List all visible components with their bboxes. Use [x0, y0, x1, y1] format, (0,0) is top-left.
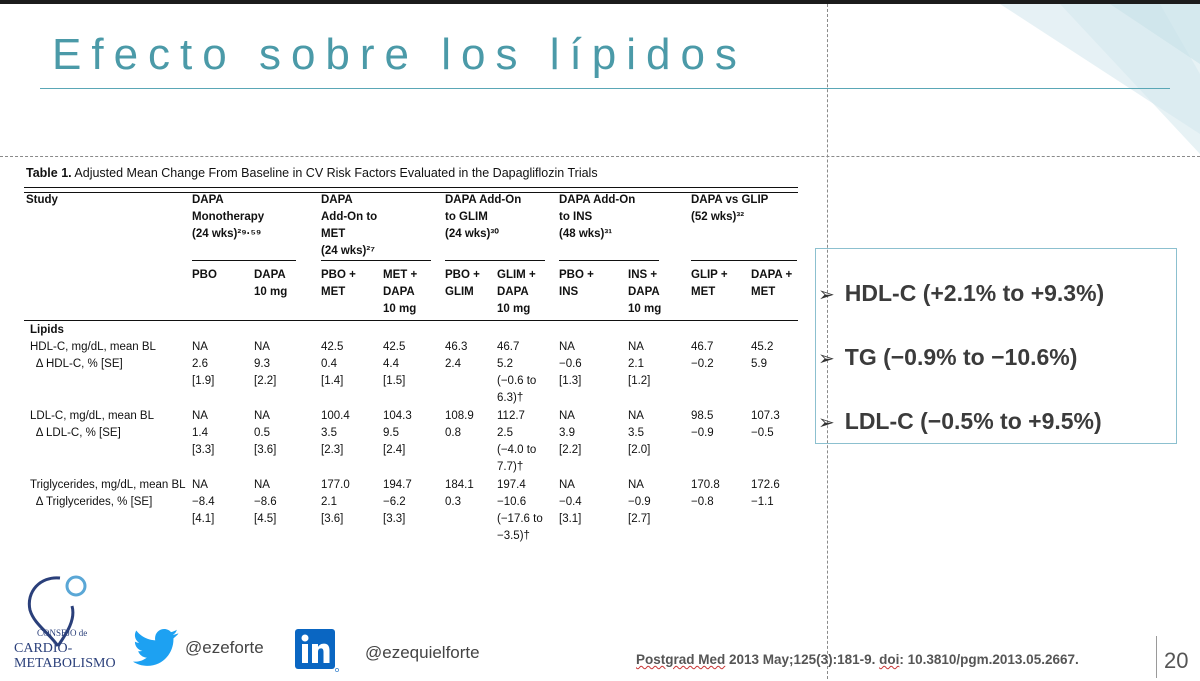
table-cell: 1.4 — [192, 427, 208, 439]
table-cell: 3.9 — [559, 427, 575, 439]
summary-bullet — [818, 408, 1102, 435]
table-cell: 7.7)† — [497, 461, 524, 473]
table-cell: [3.3] — [192, 444, 215, 456]
slide — [0, 4, 1200, 681]
table-cell: NA — [628, 479, 644, 491]
group-header: MET — [321, 228, 346, 240]
table-cell: 5.9 — [751, 358, 767, 370]
table-cell: −10.6 — [497, 496, 527, 508]
linkedin-handle[interactable]: @ezequielforte — [365, 643, 480, 662]
summary-bullet — [818, 280, 1104, 307]
table-cell: [3.1] — [559, 513, 582, 525]
column-header: MET — [751, 286, 776, 298]
column-header: PBO + — [321, 269, 356, 281]
column-header: 10 mg — [628, 303, 662, 315]
table-cell: 2.6 — [192, 358, 208, 370]
table-top-rule — [24, 187, 798, 188]
table-cell: NA — [192, 410, 208, 422]
horizontal-guide-line — [0, 156, 1200, 157]
group-header-rule — [192, 260, 296, 261]
table-cell: 42.5 — [321, 341, 344, 353]
table-cell: 9.3 — [254, 358, 270, 370]
group-header: (48 wks)³¹ — [559, 228, 613, 240]
table-cell: 3.5 — [321, 427, 337, 439]
table-cell: (−4.0 to — [497, 444, 537, 456]
arrow-bullet-icon: ➢ — [818, 412, 835, 434]
table-cell: −0.2 — [691, 358, 714, 370]
table-cell: 100.4 — [321, 410, 350, 422]
column-header: GLIM + — [497, 269, 536, 281]
table-cell: 0.4 — [321, 358, 337, 370]
table-cell: NA — [559, 410, 575, 422]
logo-text-consejo: CONSEJO de — [37, 628, 88, 638]
table-cell: (−17.6 to — [497, 513, 543, 525]
table-cell: 2.1 — [628, 358, 644, 370]
group-header: DAPA — [321, 194, 353, 206]
table-cell: NA — [254, 479, 270, 491]
table-cell: NA — [192, 479, 208, 491]
table-cell: NA — [254, 341, 270, 353]
table-cell: 112.7 — [497, 410, 525, 422]
column-header: GLIM — [445, 286, 474, 298]
table-top-rule-2 — [24, 192, 798, 193]
table-cell: [3.6] — [254, 444, 277, 456]
group-header: DAPA Add-On — [559, 194, 636, 206]
table-cell: 0.5 — [254, 427, 270, 439]
column-header: 10 mg — [383, 303, 417, 315]
summary-bullet-text: LDL-C (−0.5% to +9.5%) — [844, 408, 1102, 434]
table-cell: −3.5)† — [497, 530, 530, 542]
group-header: DAPA Add-On — [445, 194, 522, 206]
citation-issue: 2013 May;125(3):181-9. — [725, 652, 880, 667]
table-cell: [4.1] — [192, 513, 215, 525]
column-header: DAPA — [628, 286, 660, 298]
table-cell: −0.9 — [628, 496, 651, 508]
twitter-icon[interactable] — [133, 628, 179, 668]
page-number-divider — [1156, 636, 1157, 678]
table-cell: −1.1 — [751, 496, 774, 508]
group-header-rule — [445, 260, 545, 261]
table-cell: NA — [628, 341, 644, 353]
group-header: DAPA vs GLIP — [691, 194, 769, 206]
page-title: Efecto sobre los lípidos — [52, 30, 747, 79]
group-header: (24 wks)²⁷ — [321, 245, 375, 257]
table-cell: 4.4 — [383, 358, 399, 370]
table-cell: −0.5 — [751, 427, 774, 439]
column-header: MET — [691, 286, 716, 298]
title-divider — [40, 88, 1170, 89]
table-cell: 46.3 — [445, 341, 468, 353]
row-label: LDL-C, mg/dL, mean BL — [30, 410, 155, 422]
column-header: 10 mg — [497, 303, 531, 315]
table-cell: 197.4 — [497, 479, 526, 491]
table-cell: 2.4 — [445, 358, 461, 370]
table-cell: [2.0] — [628, 444, 651, 456]
table-cell: [1.9] — [192, 375, 215, 387]
column-header: 10 mg — [254, 286, 288, 298]
study-header: Study — [26, 194, 58, 206]
arrow-bullet-icon: ➢ — [818, 348, 835, 370]
table-cell: −0.4 — [559, 496, 582, 508]
group-header: DAPA — [192, 194, 224, 206]
table-cell: [2.2] — [559, 444, 582, 456]
table-caption-text: Adjusted Mean Change From Baseline in CV Risk Factors Evaluated in the Dapagliflozin Trials — [71, 166, 598, 180]
citation-doi-label: doi — [879, 652, 900, 667]
table-cell: 2.5 — [497, 427, 513, 439]
table-bottom-spacer — [24, 548, 798, 549]
table-cell: 172.6 — [751, 479, 780, 491]
table-cell: 194.7 — [383, 479, 412, 491]
summary-bullet — [818, 344, 1077, 371]
summary-bullet-text: TG (−0.9% to −10.6%) — [844, 344, 1078, 370]
table-cell: [3.6] — [321, 513, 344, 525]
table-cell: −8.4 — [192, 496, 215, 508]
group-header-rule — [559, 260, 659, 261]
table-cell: −0.9 — [691, 427, 714, 439]
logo-text-cardio: CARDIO- — [14, 641, 73, 656]
column-header: DAPA — [254, 269, 286, 281]
group-header-rule — [321, 260, 431, 261]
row-label: Δ Triglycerides, % [SE] — [30, 496, 153, 508]
citation-journal: Postgrad Med — [636, 652, 726, 667]
table-cell: 0.3 — [445, 496, 461, 508]
column-header: PBO + — [445, 269, 480, 281]
table-cell: −8.6 — [254, 496, 277, 508]
twitter-handle[interactable]: @ezeforte — [185, 638, 264, 657]
table-cell: 177.0 — [321, 479, 350, 491]
column-header: INS + — [628, 269, 658, 281]
table-cell: 5.2 — [497, 358, 513, 370]
table-cell: −0.8 — [691, 496, 714, 508]
group-header: (24 wks)²⁹·⁵⁹ — [192, 228, 262, 240]
table-cell: 170.8 — [691, 479, 720, 491]
section-label-lipids: Lipids — [30, 324, 64, 336]
group-header: Monotherapy — [192, 211, 265, 223]
group-header: (24 wks)³⁰ — [445, 228, 499, 240]
arrow-bullet-icon: ➢ — [818, 284, 835, 306]
table-cell: [4.5] — [254, 513, 277, 525]
summary-bullet-text: HDL-C (+2.1% to +9.3%) — [844, 280, 1105, 306]
column-header: PBO + — [559, 269, 594, 281]
table-caption — [26, 166, 598, 180]
table-cell: (−0.6 to — [497, 375, 537, 387]
table-cell: 98.5 — [691, 410, 714, 422]
table-cell: [1.5] — [383, 375, 406, 387]
table-cell: −0.6 — [559, 358, 582, 370]
table-cell: NA — [254, 410, 270, 422]
table-cell: 42.5 — [383, 341, 406, 353]
row-label: Δ HDL-C, % [SE] — [30, 358, 123, 370]
table-cell: 9.5 — [383, 427, 399, 439]
table-cell: 45.2 — [751, 341, 774, 353]
table-cell: [2.3] — [321, 444, 344, 456]
linkedin-icon[interactable] — [295, 629, 339, 672]
table-cell: 46.7 — [691, 341, 714, 353]
table-cell: 184.1 — [445, 479, 474, 491]
column-header: DAPA — [497, 286, 529, 298]
group-header: to INS — [559, 211, 593, 223]
column-header: PBO — [192, 269, 217, 281]
column-header: MET + — [383, 269, 418, 281]
table-cell: 0.8 — [445, 427, 461, 439]
table-cell: 108.9 — [445, 410, 474, 422]
table-cell: [1.3] — [559, 375, 582, 387]
column-header: DAPA — [383, 286, 415, 298]
table-cell: 2.1 — [321, 496, 337, 508]
citation — [636, 652, 1079, 667]
column-header: DAPA + — [751, 269, 793, 281]
table-cell: [1.2] — [628, 375, 651, 387]
table-cell: [2.4] — [383, 444, 406, 456]
table-cell: NA — [559, 341, 575, 353]
table-cell: 46.7 — [497, 341, 520, 353]
group-header: Add-On to — [321, 211, 378, 223]
row-label: Δ LDL-C, % [SE] — [30, 427, 121, 439]
table-cell: 3.5 — [628, 427, 644, 439]
table-cell: 6.3)† — [497, 392, 524, 404]
citation-doi: : 10.3810/pgm.2013.05.2667. — [899, 652, 1079, 667]
table-cell: NA — [559, 479, 575, 491]
group-header: to GLIM — [445, 211, 488, 223]
group-header: (52 wks)³² — [691, 211, 745, 223]
logo-text-metabolismo: METABOLISMO — [14, 656, 116, 671]
column-header: GLIP + — [691, 269, 728, 281]
row-label: HDL-C, mg/dL, mean BL — [30, 341, 156, 353]
table-cell: [3.3] — [383, 513, 406, 525]
row-label: Triglycerides, mg/dL, mean BL — [30, 479, 186, 491]
column-header: MET — [321, 286, 346, 298]
table-cell: 107.3 — [751, 410, 780, 422]
column-header: INS — [559, 286, 579, 298]
table-caption-label: Table 1. — [26, 166, 72, 180]
group-header-rule — [691, 260, 797, 261]
table-cell: −6.2 — [383, 496, 406, 508]
table-cell: 104.3 — [383, 410, 412, 422]
table-cell: [1.4] — [321, 375, 344, 387]
table-cell: [2.7] — [628, 513, 651, 525]
table-cell: NA — [192, 341, 208, 353]
table-cell: NA — [628, 410, 644, 422]
page-number: 20 — [1164, 648, 1189, 673]
table-header-rule — [24, 320, 798, 321]
corner-decoration — [960, 4, 1200, 154]
table-cell: [2.2] — [254, 375, 277, 387]
